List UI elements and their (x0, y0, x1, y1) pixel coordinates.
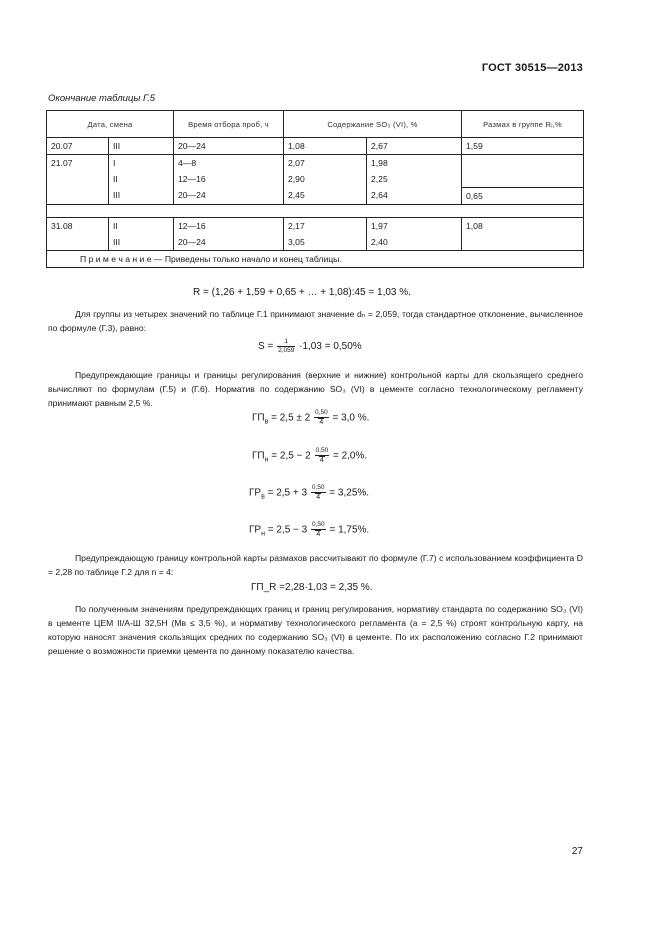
table-cell-line: III (113, 237, 121, 247)
formula-gr-n: $ГР_н = 2,5 - 3$ $\frac{0,50}{4}$ = 1,75%. (249, 521, 370, 538)
table-header-row (47, 111, 584, 138)
paragraph-3: Предупреждающую границу контрольной карты размахов рассчитывают по формуле (Г.7) с использованием коэффициента D = 2,28 по таблице Г.2 для n = 4: (48, 553, 583, 577)
table-cell-line: 3,05 (288, 237, 305, 247)
table-cell-date: 20.07 (51, 141, 73, 151)
col-header-range: Размах в группе Rᵢ,% (462, 111, 584, 138)
table-cell-line: 2,90 (288, 174, 305, 184)
table-cell-line: I (113, 158, 116, 168)
table-cell-line: 12—16 (178, 174, 206, 184)
table-note: П р и м е ч а н и е — Приведены только начало и конец таблицы. (47, 251, 584, 268)
paragraph-2: Предупреждающие границы и границы регулирования (верхние и нижние) контрольной карты для скользящего среднего вычисляют по формулам (Г.5) и (Г.6). Норматив по содержанию SO₃ (VI) в цементе согласно технологическому регламенту принимают равным 2,5 %. (48, 370, 583, 408)
formula-gp-r: ГП_R =2,28·1,03 = 2,35 %. (251, 582, 373, 593)
table-cell-line: 2,07 (288, 158, 305, 168)
table-cell-date: 21.07 (51, 158, 73, 168)
paragraph-1: Для группы из четырех значений по таблице Г.1 принимают значение dₙ = 2,059, тогда стандартное отклонение, вычисленное по формуле (Г.3), равно: (48, 309, 583, 333)
col-header-date: Дата, смена (47, 111, 174, 138)
table-cell-line: 1,98 (371, 158, 388, 168)
table-cell-line: 4—8 (178, 158, 197, 168)
table-cell-line: 20—24 (178, 141, 206, 151)
table-cell-line: 2,17 (288, 221, 305, 231)
table-cell-line: II (113, 221, 118, 231)
table-cell-date: 31.08 (51, 221, 73, 231)
table-row (47, 138, 584, 155)
table-cell-range: 0,65 (466, 191, 483, 201)
results-table (46, 110, 584, 268)
table-note-row (47, 251, 584, 268)
table-cell-line: 1,08 (466, 221, 483, 231)
table-cell-line: 1,08 (288, 141, 305, 151)
table-cell-line: 1,59 (466, 141, 483, 151)
table-caption: Окончание таблицы Г.5 (48, 93, 156, 104)
table-cell-line: 2,40 (371, 237, 388, 247)
formula-gr-v: $ГР_в = 2,5 + 3$ $\frac{0,50}{4}$ = 3,25%. (249, 484, 370, 501)
table-cell-line: 12—16 (178, 221, 206, 231)
formula-gp-v: $ГП_в = 2,5 \pm 2$ $\frac{0,50}{4}$ = 3,0 %. (252, 409, 370, 426)
table-cell-line: 20—24 (178, 237, 206, 247)
table-cell-line: III (113, 190, 121, 200)
table-cell-line: 2,45 (288, 190, 305, 200)
standard-designation: ГОСТ 30515—2013 (481, 62, 583, 74)
table-cell-line: II (113, 174, 118, 184)
col-header-time: Время отбора проб, ч (174, 111, 284, 138)
table-cell-line: 2,25 (371, 174, 388, 184)
table-row (47, 218, 584, 251)
table-cell-line: 2,67 (371, 141, 388, 151)
formula-r-mean: R = (1,26 + 1,59 + 0,65 + … + 1,08):45 = 1,03 %. (193, 287, 411, 298)
table-cell-line: 1,97 (371, 221, 388, 231)
formula-gp-n: $ГП_н = 2,5 - 2$ $\frac{0,50}{4}$ = 2,0%. (252, 447, 368, 464)
table-cell-line: III (113, 141, 121, 151)
paragraph-4: По полученным значениям предупреждающих границ и границ регулирования, нормативу стандарта по содержанию SO₃ (VI) в цементе ЦЕМ II/А-Ш 32,5Н (Mв ≤ 3,5 %), и нормативу технологического регламента (a = 2,5 %) строят контрольную карту, на которую наносят значения скользящих средних по содержанию SO₃ (VI) в цементе. По их расположению согласно Г.2 принимают решение о возможности приемки цемента по данному показателю качества. (48, 604, 583, 656)
page-number: 27 (571, 846, 583, 857)
table-cell-line: 20—24 (178, 190, 206, 200)
formula-s: S = $\frac{1}{2,059}$ ·1,03 = 0,50% (258, 338, 362, 354)
table-row (47, 155, 584, 205)
col-header-so3: Содержание SO₃ (VI), % (284, 111, 462, 138)
table-cell-line: 2,64 (371, 190, 388, 200)
table-gap-row (47, 205, 584, 218)
